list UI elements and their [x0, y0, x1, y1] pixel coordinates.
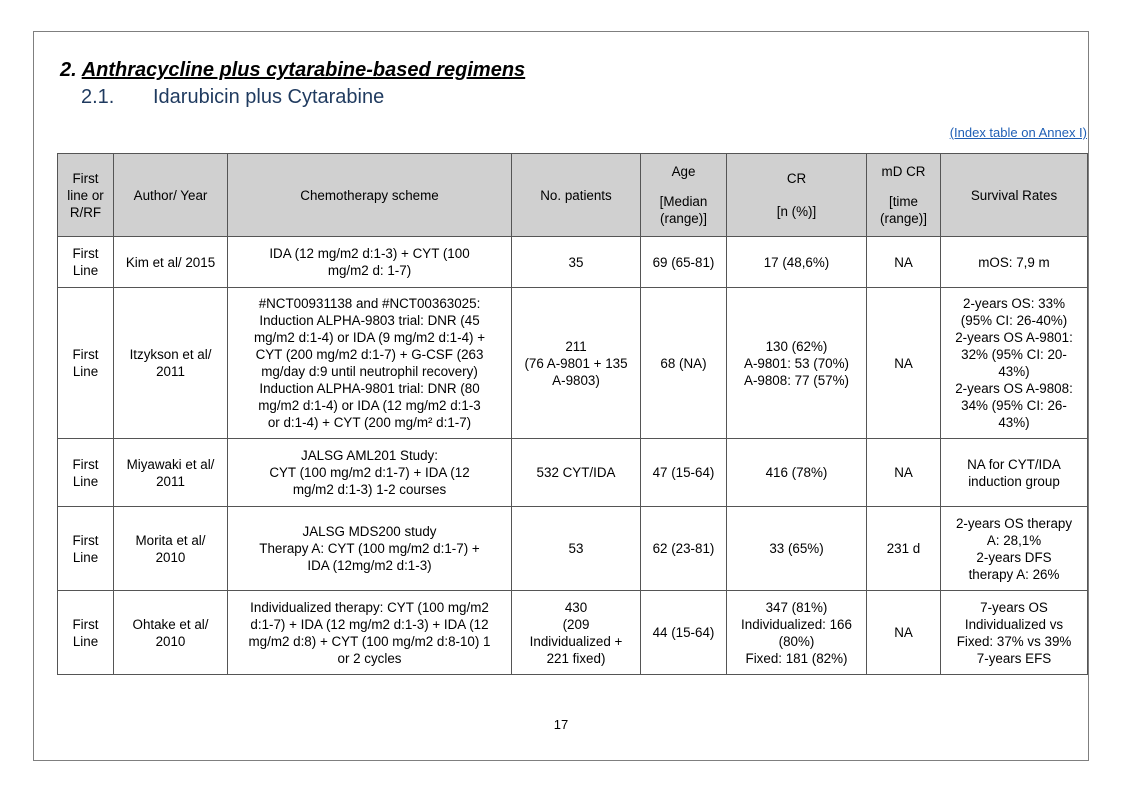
- cell-line: First Line: [58, 237, 114, 288]
- cell-scheme: JALSG AML201 Study: CYT (100 mg/m2 d:1-7) + IDA (12 mg/m2 d:1-3) 1-2 courses: [228, 439, 512, 507]
- header-age: [641, 154, 727, 237]
- cell-author: Itzykson et al/ 2011: [114, 288, 228, 439]
- cell-line: First Line: [58, 591, 114, 675]
- cell-patients: 532 CYT/IDA: [512, 439, 641, 507]
- header-age-bottom: [Median (range)]: [659, 194, 708, 226]
- header-patients: No. patients: [512, 154, 641, 237]
- cell-mdcr: NA: [867, 591, 941, 675]
- cell-cr: 33 (65%): [727, 507, 867, 591]
- subsection-title: Idarubicin plus Cytarabine: [153, 86, 385, 108]
- study-table: [57, 153, 1088, 675]
- header-author: Author/ Year: [114, 154, 228, 237]
- page-number: 17: [553, 717, 569, 732]
- index-table-link[interactable]: (Index table on Annex I): [949, 125, 1087, 140]
- cell-author: Miyawaki et al/ 2011: [114, 439, 228, 507]
- cell-age: 68 (NA): [641, 288, 727, 439]
- header-mdcr: [867, 154, 941, 237]
- cell-cr: 17 (48,6%): [727, 237, 867, 288]
- cell-patients: 35: [512, 237, 641, 288]
- cell-cr: 130 (62%) A-9801: 53 (70%) A-9808: 77 (57%): [727, 288, 867, 439]
- header-line: First line or R/RF: [58, 154, 114, 237]
- cell-survival: mOS: 7,9 m: [941, 237, 1088, 288]
- cell-mdcr: NA: [867, 288, 941, 439]
- cell-age: 47 (15-64): [641, 439, 727, 507]
- table-row: [58, 237, 1088, 288]
- header-mdcr-top: mD CR: [881, 164, 926, 179]
- cell-age: 44 (15-64): [641, 591, 727, 675]
- cell-scheme: JALSG MDS200 study Therapy A: CYT (100 mg/m2 d:1-7) + IDA (12mg/m2 d:1-3): [228, 507, 512, 591]
- cell-line: First Line: [58, 507, 114, 591]
- table-row: [58, 288, 1088, 439]
- header-cr-bottom: [n (%)]: [776, 204, 817, 219]
- cell-age: 62 (23-81): [641, 507, 727, 591]
- cell-age: 69 (65-81): [641, 237, 727, 288]
- header-cr: [727, 154, 867, 237]
- cell-cr: 347 (81%) Individualized: 166 (80%) Fixed: 181 (82%): [727, 591, 867, 675]
- cell-author: Ohtake et al/ 2010: [114, 591, 228, 675]
- cell-survival: 7-years OS Individualized vs Fixed: 37% vs 39% 7-years EFS: [941, 591, 1088, 675]
- cell-survival: 2-years OS therapy A: 28,1% 2-years DFS therapy A: 26%: [941, 507, 1088, 591]
- cell-mdcr: 231 d: [867, 507, 941, 591]
- table-row: [58, 439, 1088, 507]
- section-heading: [60, 59, 525, 82]
- cell-line: First Line: [58, 288, 114, 439]
- cell-mdcr: NA: [867, 237, 941, 288]
- table-row: [58, 507, 1088, 591]
- section-number: 2.: [60, 59, 77, 81]
- cell-patients: 53: [512, 507, 641, 591]
- cell-author: Morita et al/ 2010: [114, 507, 228, 591]
- header-scheme: Chemotherapy scheme: [228, 154, 512, 237]
- table-row: [58, 591, 1088, 675]
- cell-line: First Line: [58, 439, 114, 507]
- header-age-top: Age: [671, 164, 696, 179]
- cell-mdcr: NA: [867, 439, 941, 507]
- cell-scheme: #NCT00931138 and #NCT00363025: Induction ALPHA-9803 trial: DNR (45 mg/m2 d:1-4) or IDA (9 mg/m2 d:1-4) + CYT (200 mg/m2 d:1-7) + G-CSF (263 mg/day d:9 until neutrophil recovery) Induction ALPHA-9801 trial: DNR (80 mg/m2 d:1-4) or IDA (12 mg/m2 d:1-3 or d:1-4) + CYT (200 mg/m² d:1-7): [228, 288, 512, 439]
- header-mdcr-bottom: [time (range)]: [880, 194, 927, 226]
- header-cr-top: CR: [786, 171, 807, 186]
- section-title: Anthracycline plus cytarabine-based regimens: [81, 59, 526, 81]
- cell-patients: 211 (76 A-9801 + 135 A-9803): [512, 288, 641, 439]
- cell-cr: 416 (78%): [727, 439, 867, 507]
- header-survival: Survival Rates: [941, 154, 1088, 237]
- table-header-row: [58, 154, 1088, 237]
- cell-survival: NA for CYT/IDA induction group: [941, 439, 1088, 507]
- cell-scheme: IDA (12 mg/m2 d:1-3) + CYT (100 mg/m2 d: 1-7): [228, 237, 512, 288]
- cell-author: Kim et al/ 2015: [114, 237, 228, 288]
- cell-scheme: Individualized therapy: CYT (100 mg/m2 d:1-7) + IDA (12 mg/m2 d:1-3) + IDA (12 mg/m2 d:8) + CYT (100 mg/m2 d:8-10) 1 or 2 cycles: [228, 591, 512, 675]
- cell-survival: 2-years OS: 33% (95% CI: 26-40%) 2-years OS A-9801: 32% (95% CI: 20- 43%) 2-years OS A-9808: 34% (95% CI: 26- 43%): [941, 288, 1088, 439]
- subsection-heading: [81, 86, 384, 109]
- subsection-number: 2.1.: [81, 86, 115, 108]
- cell-patients: 430 (209 Individualized + 221 fixed): [512, 591, 641, 675]
